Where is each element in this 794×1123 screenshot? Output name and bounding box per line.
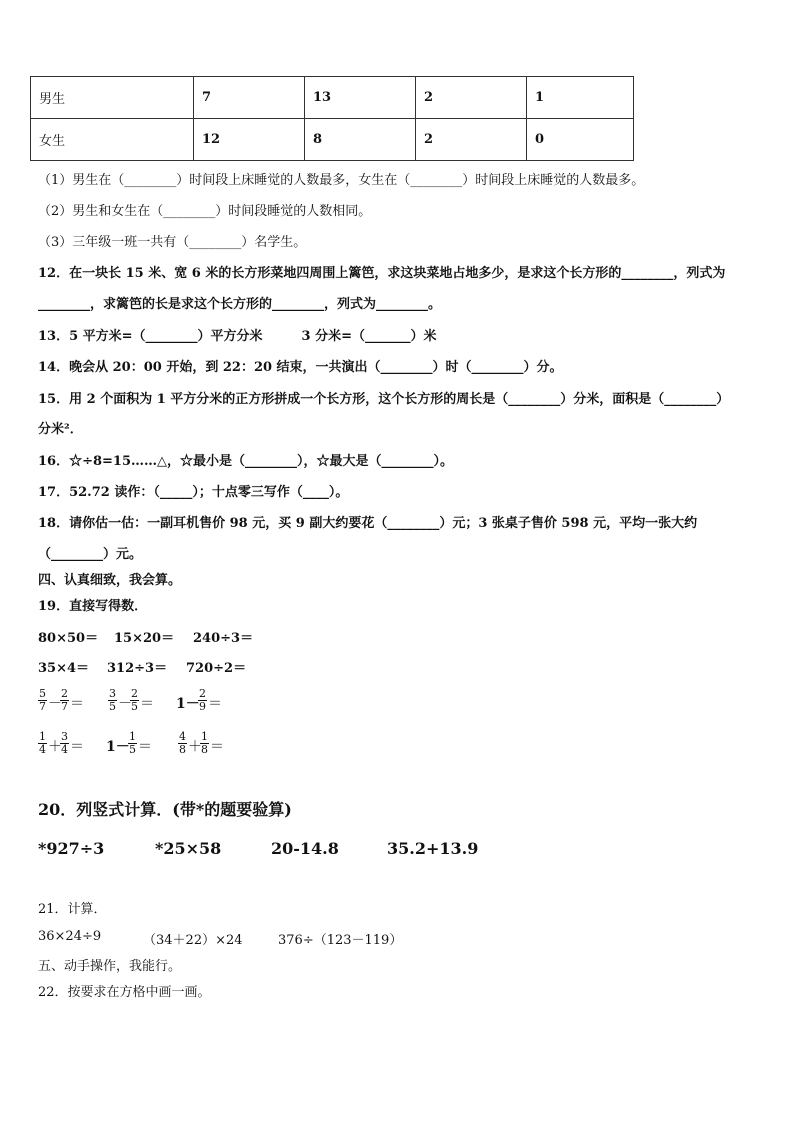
question-18-line-2: （________）元。 <box>38 547 143 562</box>
fraction: $\frac{1}{4}$ <box>39 730 46 756</box>
fraction: $\frac{5}{7}$ <box>39 687 46 713</box>
oral-calc-item: 35×4＝ <box>38 661 90 676</box>
fraction: $\frac{3}{4}$ <box>61 730 68 756</box>
fraction: $\frac{4}{8}$ <box>179 730 186 756</box>
question-11-part-1: （1）男生在（________）时间段上床睡觉的人数最多，女生在（________）时间段上床睡觉的人数最多。 <box>38 173 645 188</box>
question-18-line-1: 18．请你估一估：一副耳机售价 98 元，买 9 副大约要花（________）元；3 张桌子售价 598 元，平均一张大约 <box>38 516 698 531</box>
table-row <box>31 119 634 161</box>
fraction: $\frac{1}{8}$ <box>201 730 208 756</box>
table-cell: 1 <box>527 77 634 119</box>
vertical-calc-item: *927÷3 <box>38 839 105 858</box>
section-5-heading: 五、动手操作，我能行。 <box>38 959 182 974</box>
question-17: 17．52.72 读作：（_____）；十点零三写作（____）。 <box>38 485 349 500</box>
calc-item: 36×24÷9 <box>38 929 102 944</box>
oral-calc-item: 312÷3＝ <box>107 661 168 676</box>
fraction: $\frac{2}{9}$ <box>199 687 206 713</box>
table-cell: 男生 <box>31 77 194 119</box>
question-22: 22．按要求在方格中画一画。 <box>38 985 211 1000</box>
table-cell: 2 <box>416 119 527 161</box>
oral-calc-item: 240÷3＝ <box>193 631 254 646</box>
oral-calc-item: 720÷2＝ <box>186 661 247 676</box>
question-15-line-1: 15．用 2 个面积为 1 平方分米的正方形拼成一个长方形，这个长方形的周长是（________）分米，面积是（________） <box>38 392 730 407</box>
fraction: $\frac{2}{7}$ <box>61 687 68 713</box>
fraction: $\frac{1}{5}$ <box>129 730 136 756</box>
question-16: 16．☆÷8=15……△，☆最小是（________），☆最大是（________）。 <box>38 454 454 469</box>
question-12-line-1: 12．在一块长 15 米、宽 6 米的长方形菜地四周围上篱笆，求这块菜地占地多少，是求这个长方形的________，列式为 <box>38 266 726 281</box>
oral-calc-item: 80×50＝ <box>38 631 99 646</box>
question-15-line-2: 分米²． <box>38 422 83 437</box>
question-13: 13．5 平方米=（________）平方分米 3 分米=（_______）米 <box>38 329 437 344</box>
table-cell: 7 <box>194 77 305 119</box>
section-4-heading: 四、认真细致，我会算。 <box>38 573 182 588</box>
question-20-title: 20．列竖式计算．(带*的题要验算) <box>38 800 292 819</box>
question-14: 14．晚会从 20：00 开始，到 22：20 结束，一共演出（________）时（________）分。 <box>38 360 563 375</box>
question-21-title: 21．计算． <box>38 902 107 917</box>
oral-calc-item: 15×20＝ <box>114 631 175 646</box>
fraction: $\frac{3}{5}$ <box>109 687 116 713</box>
table-cell: 0 <box>527 119 634 161</box>
table-cell: 12 <box>194 119 305 161</box>
calc-item: （34＋22）×24 <box>143 933 243 948</box>
table-cell: 女生 <box>31 119 194 161</box>
sleep-time-table <box>30 76 634 161</box>
question-11-part-2: （2）男生和女生在（________）时间段睡觉的人数相同。 <box>38 204 372 219</box>
table-cell: 2 <box>416 77 527 119</box>
question-19-title: 19．直接写得数． <box>38 599 148 614</box>
calc-item: 376÷（123－119） <box>278 933 403 948</box>
question-12-line-2: ________，求篱笆的长是求这个长方形的________，列式为________。 <box>38 297 442 312</box>
table-row <box>31 77 634 119</box>
fraction: $\frac{2}{5}$ <box>131 687 138 713</box>
table-cell: 13 <box>305 77 416 119</box>
vertical-calc-item: 20-14.8 <box>271 839 339 858</box>
vertical-calc-item: 35.2+13.9 <box>387 839 479 858</box>
question-11-part-3: （3）三年级一班一共有（________）名学生。 <box>38 235 307 250</box>
vertical-calc-item: *25×58 <box>155 839 222 858</box>
table-cell: 8 <box>305 119 416 161</box>
